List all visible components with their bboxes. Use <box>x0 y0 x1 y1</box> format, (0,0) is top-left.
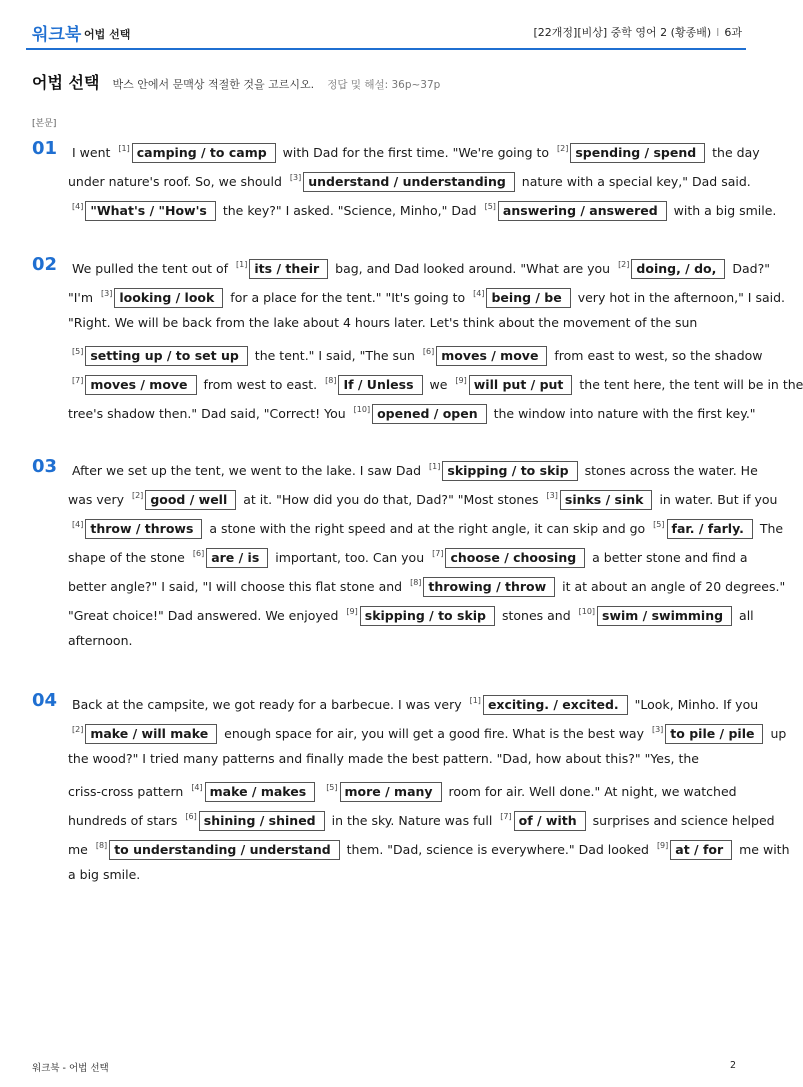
question-marker: [9] <box>656 841 669 850</box>
passage-text: The <box>755 521 784 536</box>
footer-label: 워크북 - 어법 선택 <box>32 1063 109 1074</box>
question-marker: [3] <box>101 289 113 298</box>
choice-box[interactable]: skipping / to skip <box>360 606 495 626</box>
question-marker: [8] <box>410 578 422 587</box>
choice-box[interactable]: choose / choosing <box>445 548 585 568</box>
passage-text: the key?" I asked. "Science, Minho," Dad <box>218 203 481 218</box>
question-marker: [7] <box>500 812 512 821</box>
passage-text: afternoon. <box>68 633 133 648</box>
bonmun-label: [본문] <box>32 119 57 129</box>
passage-text: all <box>735 608 754 623</box>
passage-line <box>72 690 759 712</box>
choice-box[interactable]: sinks / sink <box>560 490 653 510</box>
passage-line <box>72 254 770 276</box>
question-marker: [9] <box>455 376 467 385</box>
passage-text: very hot in the afternoon," I said. <box>573 290 786 305</box>
passage-text: "Look, Minho. If you <box>630 697 759 712</box>
passage-text: "I'm <box>68 290 98 305</box>
question-marker: [6] <box>192 549 205 558</box>
course-info <box>534 24 743 40</box>
page-title: 어법 선택 <box>32 73 100 92</box>
choice-box[interactable]: to pile / pile <box>665 724 763 744</box>
passage-text: the day <box>708 145 760 160</box>
passage-text: in water. But if you <box>655 492 778 507</box>
brand-subtitle: 어법 선택 <box>84 28 131 41</box>
question-marker: [3] <box>289 173 302 182</box>
passage-text: the window into nature with the first key." <box>489 406 756 421</box>
passage-text: a big smile. <box>68 867 141 882</box>
question-marker: [3] <box>651 725 664 734</box>
question-marker: [8] <box>325 376 337 385</box>
passage-line <box>68 341 763 363</box>
choice-box[interactable]: If / Unless <box>338 375 422 395</box>
page-header <box>0 0 768 50</box>
question-marker: [2] <box>557 144 569 153</box>
section-number: 03 <box>32 456 58 477</box>
passage-line <box>68 777 740 799</box>
passage-line <box>68 630 740 652</box>
section-number: 04 <box>32 690 58 711</box>
section-number: 01 <box>32 138 58 159</box>
choice-box[interactable]: camping / to camp <box>132 143 276 163</box>
passage-text: Back at the campsite, we got ready for a barbecue. I was very <box>72 697 466 712</box>
passage-text: a better stone and find a <box>588 550 748 565</box>
choice-box[interactable]: far. / farly. <box>667 519 753 539</box>
section-number: 02 <box>32 254 58 275</box>
passage-line <box>68 283 786 305</box>
question-marker: [1] <box>469 696 481 705</box>
passage-line <box>68 748 740 770</box>
question-marker: [1] <box>118 144 130 153</box>
answer-reference: 정답 및 해설: 36p~37p <box>327 79 441 91</box>
question-marker: [5] <box>72 347 84 356</box>
passage-text: the tent." I said, "The sun <box>250 348 419 363</box>
question-marker: [5] <box>653 520 665 529</box>
passage-line <box>68 864 740 886</box>
question-marker: [4] <box>191 783 203 792</box>
passage-text: tree's shadow then." Dad said, "Correct! You <box>68 406 350 421</box>
brand-title: 워크북 <box>32 25 82 45</box>
passage-text: from west to east. <box>199 377 322 392</box>
header-divider <box>26 48 746 50</box>
passage-text: we <box>425 377 452 392</box>
question-marker: [5] <box>484 202 496 211</box>
choice-box[interactable]: more / many <box>340 782 442 802</box>
choice-box[interactable]: of / with <box>514 811 586 831</box>
question-marker: [1] <box>429 462 441 471</box>
passage-line <box>68 601 754 623</box>
passage-text: bag, and Dad looked around. "What are you <box>331 261 615 276</box>
choice-box[interactable]: will put / put <box>469 375 573 395</box>
choice-box[interactable]: moves / move <box>85 375 196 395</box>
question-marker: [4] <box>72 202 84 211</box>
passage-line <box>68 370 803 392</box>
passage-line <box>72 138 760 160</box>
passage-text: with Dad for the first time. "We're going to <box>278 145 554 160</box>
passage-line <box>68 572 786 594</box>
choice-box[interactable]: setting up / to set up <box>85 346 247 366</box>
passage-text: from east to west, so the shadow <box>550 348 763 363</box>
passage-text <box>318 784 322 799</box>
passage-line <box>72 456 758 478</box>
passage-text: I went <box>72 145 115 160</box>
choice-box[interactable]: make / makes <box>205 782 316 802</box>
page-number: 2 <box>729 1060 736 1071</box>
question-marker: [6] <box>185 812 197 821</box>
passage-text: nature with a special key," Dad said. <box>517 174 751 189</box>
passage-text: with a big smile. <box>669 203 777 218</box>
passage-text: for a place for the tent." "It's going to <box>226 290 470 305</box>
passage-text: stones across the water. He <box>580 463 758 478</box>
passage-line <box>68 399 756 421</box>
passage-line <box>68 196 777 218</box>
choice-box[interactable]: "What's / "How's <box>85 201 216 221</box>
question-marker: [4] <box>72 520 84 529</box>
choice-box[interactable]: throwing / throw <box>423 577 555 597</box>
choice-box[interactable]: doing, / do, <box>631 259 725 279</box>
passage-text: criss-cross pattern <box>68 784 188 799</box>
course-name: [22개정][비상] 중학 영어 2 (황종배) <box>533 26 712 39</box>
question-marker: [8] <box>95 841 108 850</box>
passage-text: a stone with the right speed and at the right angle, it can skip and go <box>205 521 650 536</box>
passage-text: important, too. Can you <box>271 550 429 565</box>
question-marker: [10] <box>578 607 596 616</box>
choice-box[interactable]: spending / spend <box>570 143 705 163</box>
question-marker: [10] <box>353 405 371 414</box>
passage-text: the tent here, the tent will be in the <box>575 377 803 392</box>
question-marker: [7] <box>72 376 84 385</box>
passage-text: up <box>766 726 787 741</box>
choice-box[interactable]: good / well <box>145 490 236 510</box>
passage-text: Dad?" <box>728 261 770 276</box>
choice-box[interactable]: make / will make <box>85 724 217 744</box>
passage-line <box>68 167 751 189</box>
choice-box[interactable]: are / is <box>206 548 268 568</box>
passage-line <box>68 312 740 334</box>
question-marker: [9] <box>346 607 358 616</box>
passage-line <box>68 806 775 828</box>
passage-text: was very <box>68 492 128 507</box>
passage-text: enough space for air, you will get a good fire. What is the best way <box>220 726 648 741</box>
question-marker: [1] <box>236 260 248 269</box>
choice-box[interactable]: being / be <box>486 288 570 308</box>
page-title-row <box>32 70 440 93</box>
choice-box[interactable]: opened / open <box>372 404 487 424</box>
passage-line <box>68 543 748 565</box>
passage-line <box>68 485 778 507</box>
choice-box[interactable]: at / for <box>670 840 732 860</box>
choice-box[interactable]: swim / swimming <box>597 606 732 626</box>
passage-text: room for air. Well done." At night, we watched <box>444 784 737 799</box>
passage-text: me <box>68 842 92 857</box>
instruction-text: 박스 안에서 문맥상 적절한 것을 고르시오. <box>112 78 315 91</box>
passage-text: After we set up the tent, we went to the lake. I saw Dad <box>72 463 426 478</box>
passage-text: me with <box>735 842 790 857</box>
question-marker: [2] <box>618 260 630 269</box>
passage-line <box>68 835 790 857</box>
passage-text: in the sky. Nature was full <box>327 813 497 828</box>
choice-box[interactable]: understand / understanding <box>303 172 515 192</box>
question-marker: [7] <box>432 549 444 558</box>
passage-line <box>68 719 787 741</box>
passage-line <box>68 514 784 536</box>
lesson-label: 6과 <box>724 26 742 39</box>
passage-text: the wood?" I tried many patterns and finally made the best pattern. "Dad, how about this?" "Yes, the <box>68 751 699 766</box>
passage-text: shape of the stone <box>68 550 189 565</box>
passage-text: stones and <box>497 608 575 623</box>
passage-text: better angle?" I said, "I will choose this flat stone and <box>68 579 407 594</box>
passage-text: "Great choice!" Dad answered. We enjoyed <box>68 608 343 623</box>
question-marker: [2] <box>131 491 144 500</box>
question-marker: [6] <box>422 347 435 356</box>
passage-text: it at about an angle of 20 degrees." <box>558 579 786 594</box>
choice-box[interactable]: shining / shined <box>199 811 325 831</box>
passage-text: at it. "How did you do that, Dad?" "Most stones <box>239 492 543 507</box>
question-marker: [3] <box>546 491 558 500</box>
passage-text: hundreds of stars <box>68 813 182 828</box>
choice-box[interactable]: answering / answered <box>498 201 667 221</box>
passage-text: "Right. We will be back from the lake about 4 hours later. Let's think about the movement of the sun <box>68 315 698 330</box>
choice-box[interactable]: to understanding / understand <box>109 840 340 860</box>
choice-box[interactable]: exciting. / excited. <box>483 695 628 715</box>
choice-box[interactable]: throw / throws <box>85 519 202 539</box>
choice-box[interactable]: moves / move <box>436 346 547 366</box>
passage-text: under nature's roof. So, we should <box>68 174 286 189</box>
header-separator: I <box>716 26 720 39</box>
choice-box[interactable]: looking / look <box>114 288 223 308</box>
choice-box[interactable]: skipping / to skip <box>442 461 577 481</box>
passage-text: surprises and science helped <box>588 813 775 828</box>
passage-text: them. "Dad, science is everywhere." Dad looked <box>342 842 653 857</box>
passage-text: We pulled the tent out of <box>72 261 233 276</box>
question-marker: [4] <box>473 289 485 298</box>
choice-box[interactable]: its / their <box>249 259 328 279</box>
question-marker: [5] <box>326 783 338 792</box>
question-marker: [2] <box>72 725 84 734</box>
